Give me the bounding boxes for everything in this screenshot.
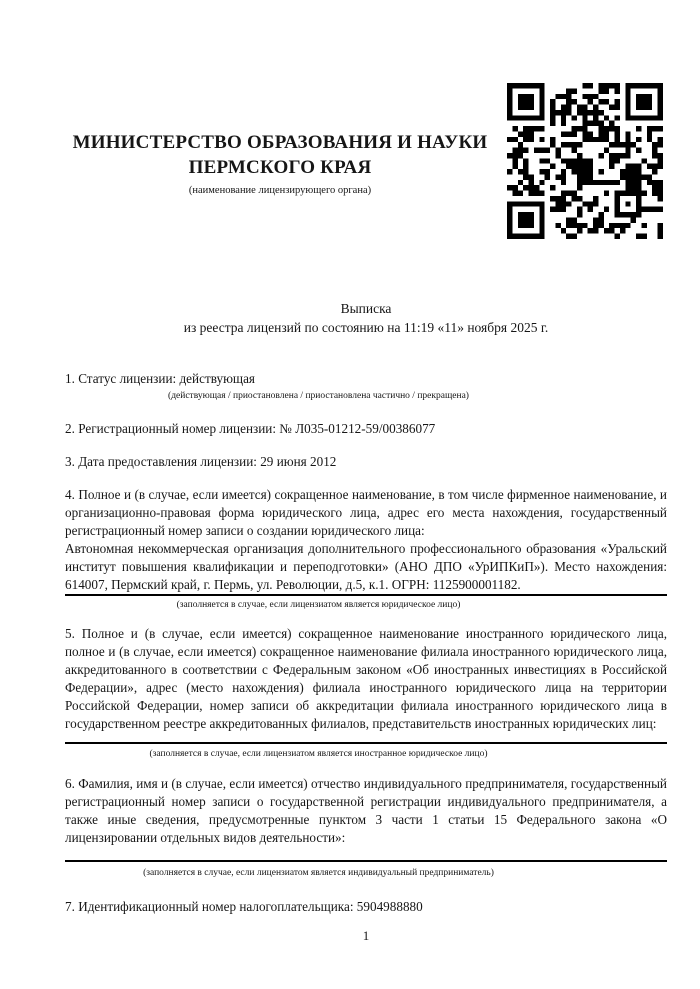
divider-item-4 <box>65 594 667 596</box>
page-number: 1 <box>362 928 370 943</box>
status-options-note: (действующая / приостановлена / приостановлена частично / прекращена) <box>168 391 469 401</box>
document-title-line2: из реестра лицензий по состоянию на 11:19 «11» ноября 2025 г. <box>183 320 549 335</box>
document-title-line1: Выписка <box>340 301 392 316</box>
qr-code <box>507 83 663 239</box>
item-2-registration-number: 2. Регистрационный номер лицензии: № Л035-01212-59/00386077 <box>65 421 436 436</box>
item-4-legal-entity-value: Автономная некоммерческая организация дополнительного профессионального образования «Уральский институт повышения квалификации и переподготовки» (АНО ДПО «УрИПКиП»). Место нахождения: 614007, Пермский край, г. Пермь, ул. Революции, д.5, к.1. ОГРН: 1125900001182. <box>65 541 667 592</box>
licensing-authority-note: (наименование лицензирующего органа) <box>188 185 372 196</box>
licensing-authority-header <box>65 130 495 197</box>
legal-entity-note: (заполняется в случае, если лицензиатом является юридическое лицо) <box>176 600 461 610</box>
item-4-legal-entity-label: 4. Полное и (в случае, если имеется) сокращенное наименование, в том числе фирменное наименование, и организационно-правовая форма юридического лица, адрес его места нахождения, государственный регистрационный номер записи о создании юридического лица: <box>65 487 667 538</box>
document-body <box>65 368 667 916</box>
ministry-name-line1: МИНИСТЕРСТВО ОБРАЗОВАНИЯ И НАУКИ <box>72 132 488 153</box>
divider-item-6 <box>65 860 667 862</box>
item-5-foreign-entity-label: 5. Полное и (в случае, если имеется) сокращенное наименование иностранного юридического лица, полное и (в случае, если имеется) сокращенное наименование филиала иностранного юридического лица, аккредитованного в соответствии с Федеральным законом «Об иностранных инвестициях в Российской Федерации», адрес (место нахождения) филиала иностранного юридического лица на территории Российской Федерации, номер записи об аккредитации филиала иностранного юридического лица в государственном реестре аккредитованных филиалов, представительств иностранных юридических лиц: <box>65 626 667 731</box>
entrepreneur-note: (заполняется в случае, если лицензиатом является индивидуальный предприниматель) <box>143 868 494 878</box>
divider-item-5 <box>65 742 667 744</box>
item-3-grant-date: 3. Дата предоставления лицензии: 29 июня 2012 <box>65 454 337 469</box>
foreign-entity-note: (заполняется в случае, если лицензиатом является иностранное юридическое лицо) <box>149 749 488 759</box>
item-1-license-status: 1. Статус лицензии: действующая <box>65 371 256 386</box>
ministry-name-line2: ПЕРМСКОГО КРАЯ <box>188 157 372 178</box>
document-title <box>65 299 667 337</box>
item-7-taxpayer-number: 7. Идентификационный номер налогоплательщика: 5904988880 <box>65 899 423 914</box>
item-6-entrepreneur-label: 6. Фамилия, имя и (в случае, если имеется) отчество индивидуального предпринимателя, государственный регистрационный номер записи о государственной регистрации индивидуального предпринимателя, а также иные сведения, предусмотренные пунктом 3 части 1 статьи 15 Федерального закона «О лицензировании отдельных видов деятельности»: <box>65 776 667 845</box>
